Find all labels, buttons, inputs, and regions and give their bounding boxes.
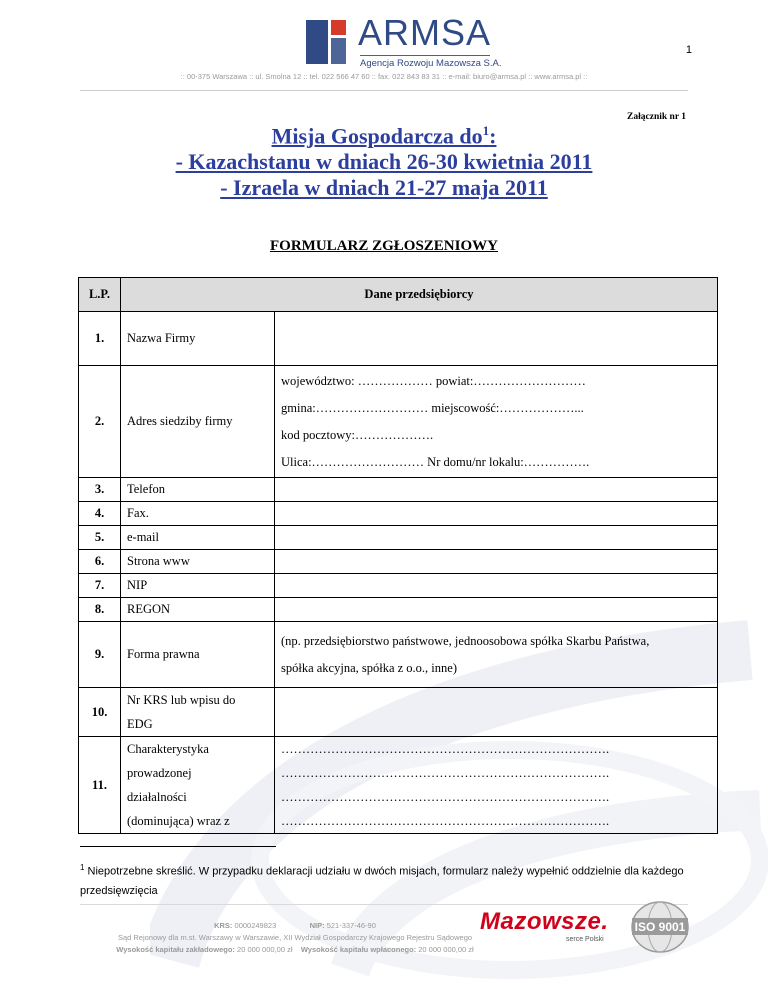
mazowsze-logo: Mazowsze. serce Polski <box>480 908 609 943</box>
row-number: 8. <box>79 598 121 622</box>
header-company-data: Dane przedsiębiorcy <box>121 278 718 312</box>
title-line-1: Misja Gospodarcza $do^1$: <box>271 123 497 149</box>
nip-field[interactable] <box>275 574 718 598</box>
dotted-line: ……………………………………………………………………. <box>281 766 610 780</box>
row-label: REGON <box>121 598 275 622</box>
row-number: 3. <box>79 478 121 502</box>
legal-form-hint: spółka akcyjna, spółka z o.o., inne) <box>281 660 457 675</box>
row-number: 7. <box>79 574 121 598</box>
logo-divider <box>360 55 490 56</box>
legal-form-hint: (np. przedsiębiorstwo państwowe, jednoosobowa spółka Skarbu Państwa, <box>281 633 650 648</box>
dotted-line: ……………………………………………………………………. <box>281 790 610 804</box>
footer-divider <box>80 904 688 905</box>
contact-line: :: 00-375 Warszawa :: ul. Smolna 12 :: tel. 022 566 47 60 :: fax. 022 843 83 31 :: e-mail: biuro@armsa.pl :: www.armsa.pl :: <box>180 72 588 81</box>
footnote: $^1$ Niepotrzebne skreślić. W przypadku deklaracji udziału w dwóch misjach, formularz należy wypełnić oddzielnie dla każdego przedsięwzięcia <box>80 863 684 897</box>
row-number: 2. <box>79 366 121 478</box>
row-label: Fax. <box>121 502 275 526</box>
row-label: Telefon <box>121 478 275 502</box>
table-row <box>79 526 718 550</box>
table-row <box>79 312 718 366</box>
footnote-divider <box>80 846 276 847</box>
svg-text:ISO 9001: ISO 9001 <box>634 920 686 934</box>
krs-field[interactable] <box>275 688 718 737</box>
address-line: gmina:……………………… miejscowość:………………... <box>281 400 584 415</box>
table-header-row <box>79 278 718 312</box>
table-row <box>79 502 718 526</box>
address-line: województwo: ……………… powiat:……………………… <box>281 373 586 388</box>
header-lp: L.P. <box>79 278 121 312</box>
application-form-table <box>78 277 718 834</box>
row-label: Charakterystyka prowadzonej działalności (dominująca) wraz z <box>121 737 275 834</box>
header-divider <box>80 90 688 91</box>
address-line: kod pocztowy:………………. <box>281 427 434 442</box>
legal-form-field[interactable] <box>275 622 718 688</box>
row-number: 9. <box>79 622 121 688</box>
row-label: Adres siedziby firmy <box>121 366 275 478</box>
row-label: Nazwa Firmy <box>121 312 275 366</box>
phone-field[interactable] <box>275 478 718 502</box>
table-row <box>79 478 718 502</box>
table-row <box>79 574 718 598</box>
row-label: Strona www <box>121 550 275 574</box>
row-label: NIP <box>121 574 275 598</box>
fax-field[interactable] <box>275 502 718 526</box>
website-field[interactable] <box>275 550 718 574</box>
table-row <box>79 550 718 574</box>
company-name-field[interactable] <box>275 312 718 366</box>
activity-description-field[interactable] <box>275 737 718 834</box>
footer-company-info: KRS: 0000249823 NIP: 521-337-46-90 Sąd Rejonowy dla m.st. Warszawy w Warszawie, XII Wydział Gospodarczy Krajowego Rejestru Sądowego Wysokość kapitału zakładowego: 20 000 000,00 zł Wysokość kapitału wpłaconego: 20 000 000,00 zł <box>116 921 474 954</box>
row-label: e-mail <box>121 526 275 550</box>
row-number: 10. <box>79 688 121 737</box>
row-number: 1. <box>79 312 121 366</box>
annex-label: Załącznik nr 1 <box>627 112 686 122</box>
row-label: Nr KRS lub wpisu do EDG <box>121 688 275 737</box>
iso-9001-logo <box>630 900 690 954</box>
regon-field[interactable] <box>275 598 718 622</box>
table-row <box>79 366 718 478</box>
row-number: 6. <box>79 550 121 574</box>
logo-name: ARMSA <box>358 12 492 53</box>
row-label: Forma prawna <box>121 622 275 688</box>
table-row <box>79 622 718 688</box>
table-row <box>79 688 718 737</box>
logo-subtitle: Agencja Rozwoju Mazowsza S.A. <box>360 58 502 69</box>
table-row <box>79 598 718 622</box>
form-title: FORMULARZ ZGŁOSZENIOWY <box>270 238 498 254</box>
document-title <box>0 118 768 201</box>
dotted-line: ……………………………………………………………………. <box>281 742 610 756</box>
title-line-2: - Kazachstanu w dniach 26-30 kwietnia 2011 <box>175 149 593 175</box>
row-number: 11. <box>79 737 121 834</box>
armsa-logo <box>304 12 502 70</box>
row-number: 4. <box>79 502 121 526</box>
title-line-3: - Izraela w dniach 21-27 maja 2011 <box>220 175 548 201</box>
page-number: 1 <box>685 44 692 56</box>
dotted-line: ……………………………………………………………………. <box>281 814 610 828</box>
table-row <box>79 737 718 834</box>
row-number: 5. <box>79 526 121 550</box>
email-field[interactable] <box>275 526 718 550</box>
address-field[interactable] <box>275 366 718 478</box>
address-line: Ulica:……………………… Nr domu/nr lokalu:……………. <box>281 454 590 469</box>
armsa-logo-icon <box>304 16 348 66</box>
